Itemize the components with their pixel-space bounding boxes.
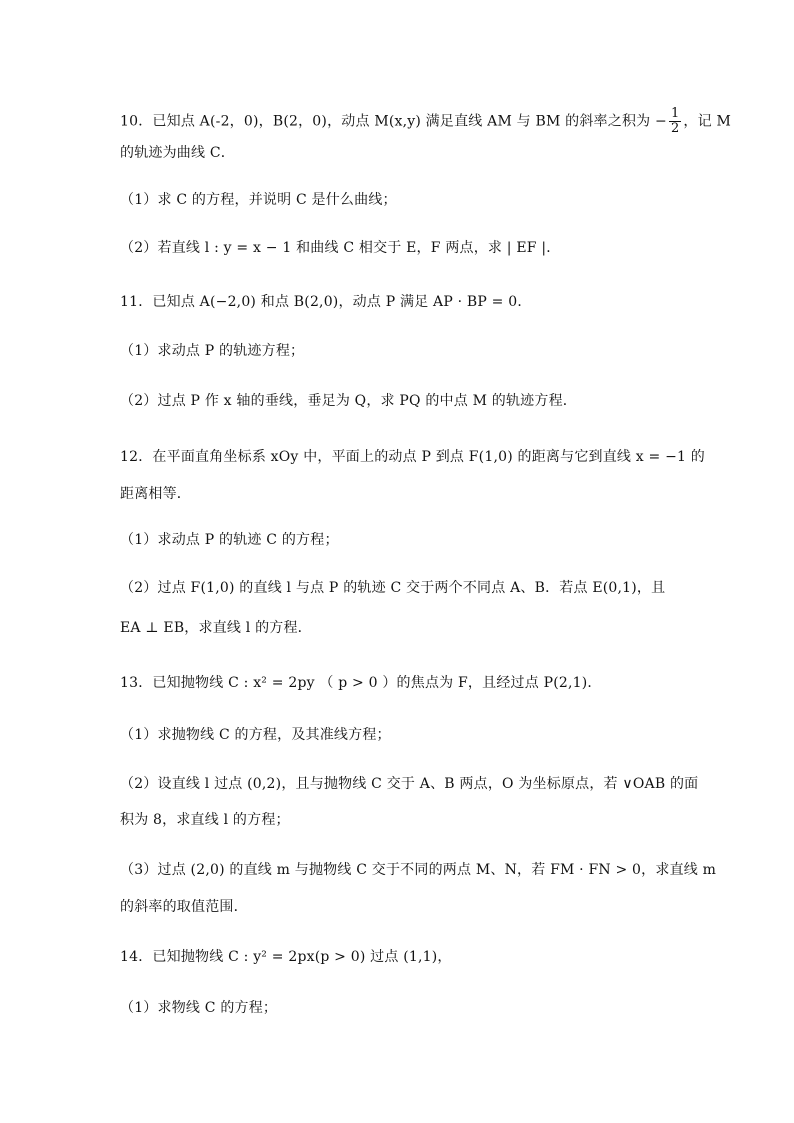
question-11-part-1: （1）求动点 P 的轨迹方程； <box>120 343 305 359</box>
question-14-line-1: 14．已知抛物线 C : y² = 2px(p > 0) 过点 (1,1)， <box>120 949 452 965</box>
question-13-part-2-line-1: （2）设直线 l 过点 (0,2)，且与抛物线 C 交于 A、B 两点，O 为坐标原点，若 ∨OAB 的面 <box>120 776 699 792</box>
fraction-numerator: 1 <box>670 106 680 121</box>
question-10-line-1 <box>120 107 731 136</box>
question-10-part-1: （1）求 C 的方程，并说明 C 是什么曲线； <box>120 192 397 208</box>
question-12-part-2-line-1: （2）过点 F(1,0) 的直线 l 与点 P 的轨迹 C 交于两个不同点 A、B．若点 E(0,1)，且 <box>120 580 666 596</box>
question-13-part-3-line-2: 的斜率的取值范围． <box>120 899 248 915</box>
question-10-text: 10．已知点 A(-2，0)，B(2，0)，动点 M(x,y) 满足直线 AM 与 BM 的斜率之积为 − <box>120 113 667 130</box>
question-10-part-2: （2）若直线 l : y = x − 1 和曲线 C 相交于 E，F 两点，求 | EF |． <box>120 240 561 256</box>
question-12-line-1: 12．在平面直角坐标系 xOy 中，平面上的动点 P 到点 F(1,0) 的距离与它到直线 x = −1 的 <box>120 449 705 465</box>
question-11-part-2: （2）过点 P 作 x 轴的垂线，垂足为 Q，求 PQ 的中点 M 的轨迹方程． <box>120 393 577 409</box>
question-14-part-1: （1）求物线 C 的方程； <box>120 1000 278 1016</box>
question-12-part-2-line-2: EA ⊥ EB，求直线 l 的方程． <box>120 620 312 636</box>
question-11-line-1: 11．已知点 A(−2,0) 和点 B(2,0)，动点 P 满足 AP · BP = 0． <box>120 294 532 310</box>
question-10-text-after: ，记 M <box>683 113 732 130</box>
question-13-part-1: （1）求抛物线 C 的方程，及其准线方程； <box>120 727 391 743</box>
question-12-line-2: 距离相等． <box>120 486 191 502</box>
question-13-line-1: 13．已知抛物线 C : x² = 2py （ p > 0 ）的焦点为 F，且经过点 P(2,1)． <box>120 675 602 691</box>
fraction-denominator: 2 <box>670 121 680 136</box>
question-13-part-3-line-1: （3）过点 (2,0) 的直线 m 与抛物线 C 交于不同的两点 M、N，若 FM · FN > 0，求直线 m <box>120 862 717 878</box>
question-10-line-2: 的轨迹为曲线 C． <box>120 145 235 161</box>
question-13-part-2-line-2: 积为 8，求直线 l 的方程； <box>120 812 290 828</box>
fraction <box>669 107 681 136</box>
question-12-part-1: （1）求动点 P 的轨迹 C 的方程； <box>120 532 339 548</box>
